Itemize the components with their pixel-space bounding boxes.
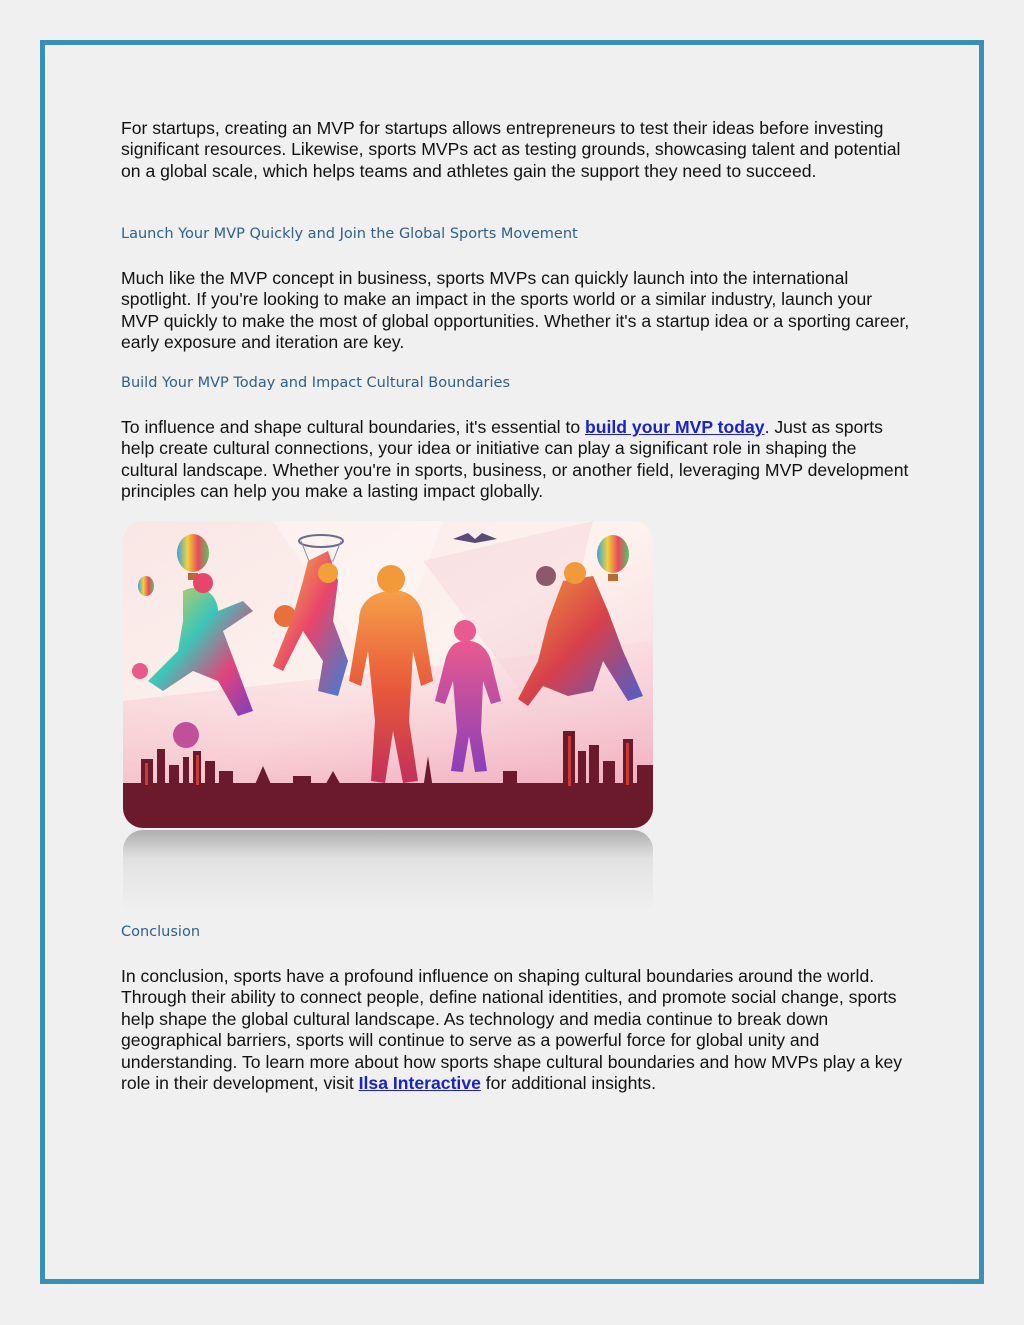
conclusion-text-before: In conclusion, sports have a profound influence on shaping cultural boundaries around the world. Through their ability to connect people, define national identities, and promote social change, sports help shape the global cultural landscape. As technology and media continue to break down geographical barriers, sports will continue to serve as a powerful force for global unity and understanding. To learn more about how sports shape cultural boundaries and how MVPs play a key role in their development, visit (121, 966, 903, 1094)
ilsa-interactive-link[interactable]: Ilsa Interactive (358, 1073, 481, 1094)
conclusion-heading: Conclusion (121, 924, 201, 940)
build-mvp-link[interactable]: build your MVP today (585, 417, 765, 437)
sports-illustration-image (123, 521, 653, 828)
section-paragraph-launch: Much like the MVP concept in business, sports MVPs can quickly launch into the international spotlight. If you're looking to make an impact in the sports world or a similar industry, launch your MVP quickly to make the most of global opportunities. Whether it's a startup idea or a sporting career, early exposure and iteration are key. (121, 268, 910, 353)
image-reflection (123, 830, 653, 912)
section-heading-build: Build Your MVP Today and Impact Cultural Boundaries (121, 375, 511, 391)
build-text-before: To influence and shape cultural boundaries, it's essential to (121, 417, 586, 437)
build-text-after: . Just as sports help create cultural connections, your idea or initiative can play a significant role in shaping the cultural landscape. Whether you're in sports, business, or another field, leveraging MVP development principles can help you make a lasting impact globally. (121, 417, 909, 502)
intro-paragraph: For startups, creating an MVP for startups allows entrepreneurs to test their ideas before investing significant resources. Likewise, sports MVPs act as testing grounds, showcasing talent and potential on a global scale, which helps teams and athletes gain the support they need to succeed. (121, 118, 901, 181)
sports-silhouettes-illustration-icon (123, 521, 653, 828)
conclusion-paragraph (121, 966, 911, 1094)
section-heading-launch: Launch Your MVP Quickly and Join the Global Sports Movement (121, 226, 578, 242)
section-paragraph-build (121, 417, 911, 503)
conclusion-text-after: for additional insights. (480, 1073, 656, 1094)
